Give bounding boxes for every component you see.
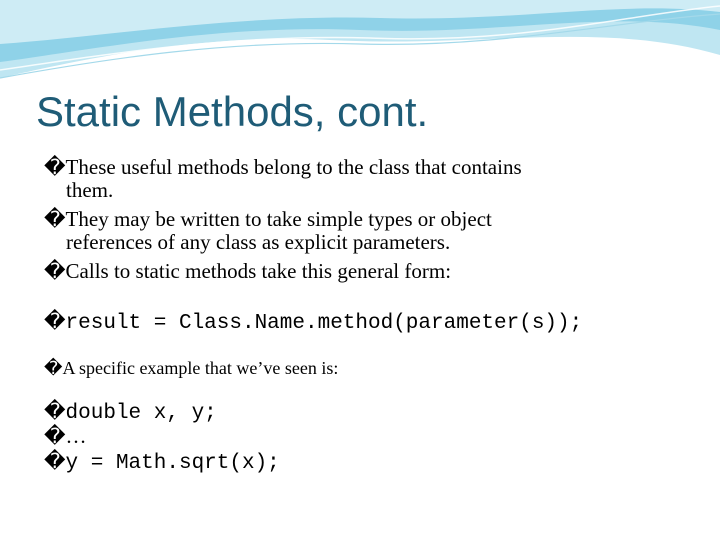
bullet-item bbox=[44, 259, 451, 283]
code-text: double x, y; bbox=[65, 402, 217, 425]
bullet-marker: � bbox=[44, 449, 66, 473]
bullet-text: These useful methods belong to the class that contains bbox=[65, 155, 522, 179]
bullet-item bbox=[44, 207, 492, 231]
example-intro bbox=[44, 357, 338, 380]
bullet-marker: � bbox=[44, 424, 66, 448]
code-line-general-form bbox=[44, 308, 582, 337]
bullet-marker: � bbox=[44, 207, 66, 231]
code-line-example bbox=[44, 398, 217, 427]
code-text: y = Math.sqrt(x); bbox=[65, 452, 280, 475]
ellipsis-text: … bbox=[65, 424, 87, 448]
header-wave-decoration bbox=[0, 0, 720, 90]
bullet-marker: � bbox=[44, 155, 66, 179]
bullet-marker: � bbox=[44, 309, 66, 333]
bullet-text: Calls to static methods take this general form: bbox=[65, 259, 452, 283]
bullet-marker: � bbox=[44, 259, 66, 283]
bullet-continuation: them. bbox=[66, 178, 114, 202]
example-intro-text: A specific example that we’ve seen is: bbox=[62, 358, 339, 378]
code-line-ellipsis bbox=[44, 424, 87, 448]
slide-title: Static Methods, cont. bbox=[36, 88, 429, 135]
bullet-text: They may be written to take simple types or object bbox=[65, 207, 492, 231]
bullet-marker: � bbox=[44, 358, 63, 379]
bullet-continuation: references of any class as explicit parameters. bbox=[66, 230, 451, 254]
bullet-item bbox=[44, 155, 522, 179]
code-text: result = Class.Name.method(parameter(s)); bbox=[65, 312, 583, 335]
bullet-marker: � bbox=[44, 399, 66, 423]
code-line-example bbox=[44, 448, 280, 477]
